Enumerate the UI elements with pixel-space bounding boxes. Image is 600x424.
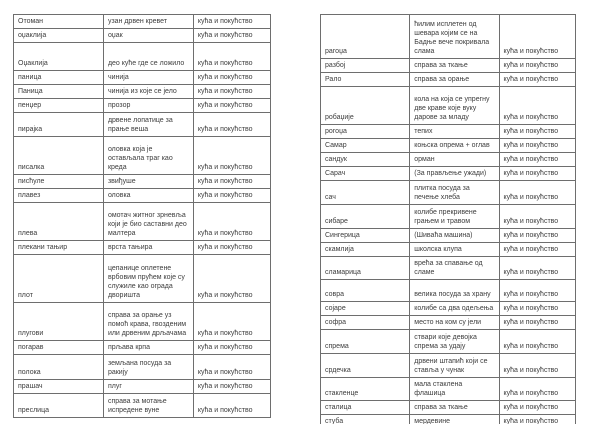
category-cell: кућа и покућство	[193, 43, 270, 71]
definition-cell: дрвене лопатице за прање веша	[103, 113, 193, 137]
definition-cell: ствари које девојка спрема за удају	[410, 330, 499, 354]
definition-cell: школска клупа	[410, 243, 499, 257]
definition-cell: цепанице оплетене врбовим прућем које су служиле као ограда дворишта	[103, 255, 193, 303]
definition-cell: ћилим исплетен од шевара којим се на Бадње вече покривала слама	[410, 15, 499, 59]
definition-cell: врста тањира	[103, 241, 193, 255]
term-cell: прашач	[14, 380, 104, 394]
category-cell: кућа и покућство	[499, 73, 576, 87]
definition-cell: кола на која се упрегну две краве које вуку дарове за младу	[410, 87, 499, 125]
definition-cell: колибе са два одељења	[410, 302, 499, 316]
term-cell: стакленце	[321, 378, 410, 401]
table-row	[14, 43, 271, 71]
definition-cell: (За прављење ужади)	[410, 167, 499, 181]
definition-cell: омотач житног зрневља који је био саставни део малтера	[103, 203, 193, 241]
category-cell: кућа и покућство	[499, 229, 576, 243]
table-row	[321, 87, 576, 125]
term-cell: пенџер	[14, 99, 104, 113]
category-cell: кућа и покућство	[499, 167, 576, 181]
definition-cell: (Шиваћа машина)	[410, 229, 499, 243]
term-cell: сандук	[321, 153, 410, 167]
category-cell: кућа и покућство	[193, 99, 270, 113]
category-cell: кућа и покућство	[193, 71, 270, 85]
table-row	[321, 243, 576, 257]
term-cell: совра	[321, 280, 410, 302]
table-row	[321, 378, 576, 401]
table-row	[14, 29, 271, 43]
table-row	[14, 71, 271, 85]
category-cell: кућа и покућство	[499, 302, 576, 316]
term-cell: разбој	[321, 59, 410, 73]
table-row	[321, 15, 576, 59]
term-cell: робаџије	[321, 87, 410, 125]
table-row	[14, 15, 271, 29]
category-cell: кућа и покућство	[499, 87, 576, 125]
category-cell: кућа и покућство	[499, 354, 576, 378]
table-row	[321, 153, 576, 167]
term-cell: стуба	[321, 415, 410, 424]
table-row	[321, 330, 576, 354]
table-row	[321, 181, 576, 205]
definition-cell: справа за ткање	[410, 59, 499, 73]
term-cell: пирајка	[14, 113, 104, 137]
category-cell: кућа и покућство	[499, 15, 576, 59]
table-row	[321, 316, 576, 330]
table-row	[321, 401, 576, 415]
dialect-table-right	[320, 14, 576, 424]
definition-cell: справа за мотање испредене вуне	[103, 394, 193, 418]
category-cell: кућа и покућство	[499, 181, 576, 205]
dialect-table-left	[13, 14, 271, 418]
table-row	[321, 139, 576, 153]
definition-cell: справа за ткање	[410, 401, 499, 415]
table-row	[321, 354, 576, 378]
definition-cell: узан дрвен кревет	[103, 15, 193, 29]
term-cell: плекани тањир	[14, 241, 104, 255]
category-cell: кућа и покућство	[499, 415, 576, 424]
definition-cell: врећа за спавање од сламе	[410, 257, 499, 280]
definition-cell: мала стаклена флашица	[410, 378, 499, 401]
category-cell: кућа и покућство	[193, 203, 270, 241]
term-cell: срдечка	[321, 354, 410, 378]
category-cell: кућа и покућство	[499, 125, 576, 139]
category-cell: кућа и покућство	[193, 241, 270, 255]
term-cell: спрема	[321, 330, 410, 354]
definition-cell: чинија из које се јело	[103, 85, 193, 99]
category-cell: кућа и покућство	[193, 85, 270, 99]
term-cell: Сингерица	[321, 229, 410, 243]
definition-cell: велика посуда за храну	[410, 280, 499, 302]
term-cell: софра	[321, 316, 410, 330]
table-row	[321, 167, 576, 181]
term-cell: Самар	[321, 139, 410, 153]
definition-cell: орман	[410, 153, 499, 167]
term-cell: оџаклија	[14, 29, 104, 43]
category-cell: кућа и покућство	[193, 341, 270, 355]
term-cell: плавез	[14, 189, 104, 203]
term-cell: погарав	[14, 341, 104, 355]
category-cell: кућа и покућство	[193, 29, 270, 43]
table-row	[321, 205, 576, 229]
term-cell: сач	[321, 181, 410, 205]
term-cell: сојаре	[321, 302, 410, 316]
term-cell: рогоџа	[321, 125, 410, 139]
definition-cell: справа за орање уз помоћ крава, гвозденим или дрвеним дрљачама	[103, 303, 193, 341]
definition-cell: мердевине	[410, 415, 499, 424]
term-cell: скамлија	[321, 243, 410, 257]
table-row	[321, 415, 576, 424]
category-cell: кућа и покућство	[499, 401, 576, 415]
category-cell: кућа и покућство	[499, 205, 576, 229]
term-cell: Сарач	[321, 167, 410, 181]
category-cell: кућа и покућство	[499, 280, 576, 302]
category-cell: кућа и покућство	[499, 139, 576, 153]
table-row	[14, 175, 271, 189]
table-row	[14, 341, 271, 355]
term-cell: писћуле	[14, 175, 104, 189]
table-row	[14, 99, 271, 113]
definition-cell: коњска опрема + оглав	[410, 139, 499, 153]
term-cell: рагоџа	[321, 15, 410, 59]
definition-cell: део куће где се ложило	[103, 43, 193, 71]
term-cell: плева	[14, 203, 104, 241]
term-cell: Отоман	[14, 15, 104, 29]
category-cell: кућа и покућство	[193, 137, 270, 175]
definition-cell: оџак	[103, 29, 193, 43]
term-cell: преслица	[14, 394, 104, 418]
term-cell: паница	[14, 71, 104, 85]
table-row	[14, 241, 271, 255]
term-cell: плот	[14, 255, 104, 303]
term-cell: писалка	[14, 137, 104, 175]
table-row	[14, 303, 271, 341]
table-row	[321, 302, 576, 316]
category-cell: кућа и покућство	[499, 257, 576, 280]
category-cell: кућа и покућство	[193, 303, 270, 341]
category-cell: кућа и покућство	[193, 175, 270, 189]
table-row	[321, 229, 576, 243]
definition-cell: колибе прекривене грањем и травом	[410, 205, 499, 229]
table-row	[14, 255, 271, 303]
term-cell: Рало	[321, 73, 410, 87]
category-cell: кућа и покућство	[193, 255, 270, 303]
definition-cell: плитка посуда за печење хлеба	[410, 181, 499, 205]
category-cell: кућа и покућство	[499, 316, 576, 330]
category-cell: кућа и покућство	[499, 378, 576, 401]
term-cell: Оџаклија	[14, 43, 104, 71]
table-row	[14, 137, 271, 175]
definition-cell: земљана посуда за ракију	[103, 355, 193, 380]
definition-cell: звиђуше	[103, 175, 193, 189]
definition-cell: оловка која је остављала траг као креда	[103, 137, 193, 175]
definition-cell: дрвени штапић који се ставља у чунак	[410, 354, 499, 378]
term-cell: сламарица	[321, 257, 410, 280]
category-cell: кућа и покућство	[499, 153, 576, 167]
table-row	[14, 203, 271, 241]
table-row	[14, 113, 271, 137]
table-row	[14, 394, 271, 418]
definition-cell: прозор	[103, 99, 193, 113]
definition-cell: чинија	[103, 71, 193, 85]
table-row	[14, 355, 271, 380]
category-cell: кућа и покућство	[193, 355, 270, 380]
category-cell: кућа и покућство	[499, 243, 576, 257]
table-row	[14, 189, 271, 203]
definition-cell: место на ком су јели	[410, 316, 499, 330]
category-cell: кућа и покућство	[193, 15, 270, 29]
table-row	[321, 280, 576, 302]
table-row	[14, 380, 271, 394]
definition-cell: прљава крпа	[103, 341, 193, 355]
term-cell: сталица	[321, 401, 410, 415]
category-cell: кућа и покућство	[193, 113, 270, 137]
table-row	[321, 59, 576, 73]
category-cell: кућа и покућство	[193, 189, 270, 203]
category-cell: кућа и покућство	[499, 59, 576, 73]
term-cell: полока	[14, 355, 104, 380]
table-row	[321, 125, 576, 139]
table-row	[321, 73, 576, 87]
definition-cell: оловка	[103, 189, 193, 203]
table-row	[321, 257, 576, 280]
term-cell: плугови	[14, 303, 104, 341]
category-cell: кућа и покућство	[193, 394, 270, 418]
definition-cell: тепих	[410, 125, 499, 139]
definition-cell: справа за орање	[410, 73, 499, 87]
definition-cell: плуг	[103, 380, 193, 394]
table-row	[14, 85, 271, 99]
category-cell: кућа и покућство	[193, 380, 270, 394]
term-cell: сибаре	[321, 205, 410, 229]
category-cell: кућа и покућство	[499, 330, 576, 354]
term-cell: Паница	[14, 85, 104, 99]
